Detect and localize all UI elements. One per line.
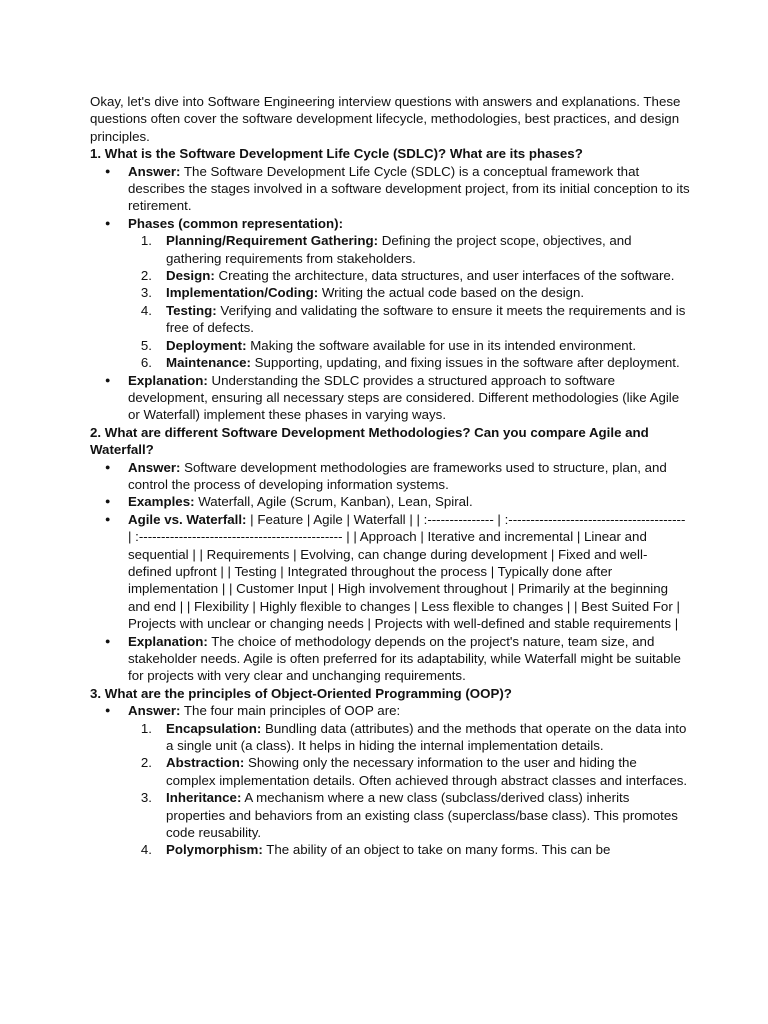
question-3-heading: 3. What are the principles of Object-Oriented Programming (OOP)? <box>90 685 512 701</box>
q1-explanation: ● Explanation: Understanding the SDLC provides a structured approach to software development, ensuring all necessary steps are considered. Different methodologies (like Agile or Waterfall) implement these phases in varying ways. <box>90 372 690 424</box>
list-item: 4. Polymorphism: The ability of an object to take on many forms. This can be <box>140 842 611 858</box>
sdlc-phases-list <box>128 232 690 371</box>
list-item: 3. Inheritance: A mechanism where a new class (subclass/derived class) inherits properties and behaviors from an existing class (superclass/base class). This promotes code reusability. <box>140 790 678 841</box>
q1-phases: ● Phases (common representation): 1. Planning/Requirement Gathering: Defining the project scope, objectives, and gathering requirements from stakeholders. 2. Design: Creating the architecture, data structures, and user interfaces of the software. 3. Implementation/Coding: Writing the actual code based on the design. 4. Testing: Verifying and validating the software to ensure it meets the requirements and is free of defects. 5. Deployment: Making the software available for use in its intended environment. 6. Maintenance: Supporting, updating, and fixing issues in the software after deployment. <box>90 215 690 372</box>
intro-paragraph: Okay, let's dive into Software Engineering interview questions with answers and explanations. These questions often cover the software development lifecycle, methodologies, best practices, and design principles. <box>90 94 681 144</box>
question-2-heading: 2. What are different Software Development Methodologies? Can you compare Agile and Waterfall? <box>90 424 649 458</box>
q2-comparison: ● Agile vs. Waterfall: | Feature | Agile | Waterfall | | :--------------- | :---------------------------------------- | :---------------------------------------------- | | Approach | Iterative and incremental | Linear and sequential | | Requirements | Evolving, can change during development | Fixed and well-defined upfront | | Testing | Integrated throughout the process | Typically done after implementation | | Customer Input | High involvement throughout | Primarily at the beginning and end | | Flexibility | Highly flexible to changes | Less flexible to changes | | Best Suited For | Projects with unclear or changing needs | Projects with well-defined and stable requirements | <box>90 511 690 633</box>
document-body <box>90 93 690 859</box>
q2-examples: ● Examples: Waterfall, Agile (Scrum, Kanban), Lean, Spiral. <box>90 493 690 510</box>
question-1-heading: 1. What is the Software Development Life Cycle (SDLC)? What are its phases? <box>90 146 583 162</box>
list-item: 6. Maintenance: Supporting, updating, and fixing issues in the software after deployment. <box>140 355 680 371</box>
list-item: 5. Deployment: Making the software available for use in its intended environment. <box>140 337 637 353</box>
list-item: 3. Implementation/Coding: Writing the actual code based on the design. <box>140 285 585 301</box>
oop-principles-list <box>128 720 690 859</box>
list-item: 1. Encapsulation: Bundling data (attributes) and the methods that operate on the data into a single unit (a class). It helps in hiding the internal implementation details. <box>140 720 687 754</box>
q3-bullets <box>90 702 690 859</box>
list-item: 2. Abstraction: Showing only the necessary information to the user and hiding the complex implementation details. Often achieved through abstract classes and interfaces. <box>140 755 688 788</box>
list-item: 2. Design: Creating the architecture, data structures, and user interfaces of the software. <box>140 268 675 284</box>
list-item: 4. Testing: Verifying and validating the software to ensure it meets the requirements and is free of defects. <box>140 302 686 336</box>
q1-answer: ● Answer: The Software Development Life Cycle (SDLC) is a conceptual framework that describes the stages involved in a software development project, from its initial conception to its retirement. <box>90 163 690 215</box>
list-item: 1. Planning/Requirement Gathering: Defining the project scope, objectives, and gathering requirements from stakeholders. <box>140 233 632 266</box>
q2-bullets <box>90 459 690 685</box>
q2-explanation: ● Explanation: The choice of methodology depends on the project's nature, team size, and stakeholder needs. Agile is often preferred for its adaptability, while Waterfall might be suitable for projects with very clear and unchanging requirements. <box>90 633 690 685</box>
q2-answer: ● Answer: Software development methodologies are frameworks used to structure, plan, and control the process of developing information systems. <box>90 459 690 494</box>
q1-bullets <box>90 163 690 424</box>
q3-answer: ● Answer: The four main principles of OOP are: 1. Encapsulation: Bundling data (attributes) and the methods that operate on the data into a single unit (a class). It helps in hiding the internal implementation details. 2. Abstraction: Showing only the necessary information to the user and hiding the complex implementation details. Often achieved through abstract classes and interfaces. 3. Inheritance: A mechanism where a new class (subclass/derived class) inherits properties and behaviors from an existing class (superclass/base class). This promotes code reusability. 4. Polymorphism: The ability of an object to take on many forms. This can be <box>90 702 690 859</box>
